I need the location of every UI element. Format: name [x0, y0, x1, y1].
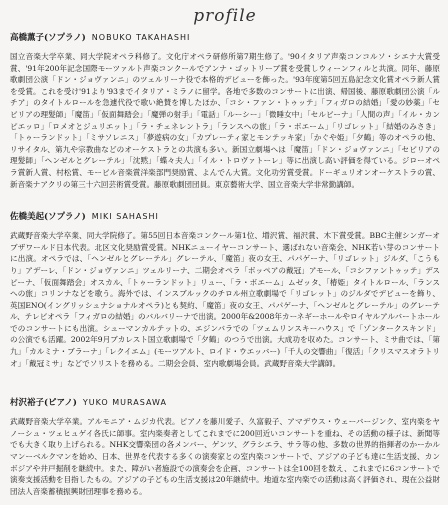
page-title: profile [193, 6, 257, 26]
section-gap [10, 190, 440, 211]
profile-name-en: YUKO MURASAWA [82, 398, 167, 408]
section-gap [10, 369, 440, 397]
profile-heading [10, 211, 440, 223]
profile-name-ja: 高橋薫子(ソプラノ) [10, 33, 86, 43]
profile-name-en: MIKI SAHASHI [91, 212, 159, 222]
profile-heading [10, 32, 440, 44]
profile-bio: 国立音楽大学卒業、同大学院オペラ科修了。文化庁オペラ研修所第7期生修了。'90イタリア声楽コンコルソ・シエナ大賞受賞、'91年200年記念国際モーツァルト声楽コンクールでアンナ・ゴットリーブ賞を受賞しウィーンフィルと共演。同年、藤原歌劇団公演「ドン・ジョヴァンニ」のツェルリーナ役で本格的デビューを飾った。'93年度第5回五島記念文化賞オペラ新人賞を受賞。これを受け'91より'93までイタリア・ミラノに留学。各地で多数のコンサートに出演、帰国後、藤原歌劇団公演「ルチア」のタイトルロールを急遽代役で歌い絶賛を博したほか、「コシ・ファン・トゥッテ」「フィガロの結婚」「愛の妙薬」「セビリアの理髪師」「魔笛」「仮面舞踏会」「魔弾の射手」「電話」「ルーシー」「微睡女中」「セルビーナ」「人間の声」「イル・カンピエッロ」「ロメオとジュリエット」「ラ・チェネレントラ」「ランスへの旅」「ラ・ボエーム」「リゴレット」「結婚のみさき」「トゥーランドット」「ミサソレニス」「夢遊病の女」「カプレーティ家とモンテッキ家」「かぐや姫」「夕鶴」等のオペラの他、リサイタル、第九や宗教曲などのオーケストラとの共演も多い。新国立劇場へは「魔笛」「ドン・ジョヴァンニ」「セビリアの理髪師」「ヘンゼルとグレーテル」「沈黙」「蝶々夫人」「イル・トロヴァトーレ」等に出演し高い評価を得ている。ジローオペラ賞新人賞、村松賞、モービル音楽賞洋楽部門奨励賞、よんでん大賞。文化功労賞受賞。ドーギュリオンオーケストラの賞、新音楽ナアクリの第三十六回芸術賞受賞。藤原歌劇団団員。東京藝術大学、国立音楽大学非常勤講師。 [10, 52, 440, 189]
profile-heading [10, 397, 440, 409]
profile-name-en: NOBUKO TAKAHASHI [91, 33, 191, 42]
profile-bio: 武蔵野音楽大学卒業、同大学院修了。第55回日本音楽コンクール第1位、増沢賞、福沢賞、木下賞受賞。BBC主催シンガーオブザワールド日本代表。北区文化奨励賞受賞。NHKニューイヤーコンサート、選ばれない音楽会、NHK若い芽のコンサートに出演。オペラでは、「ヘンゼルとグレーテル」グレーテル、「魔笛」夜の女王、パパゲーナ、「リゴレット」ジルダ、「こうもり」アデーレ、「ドン・ジョヴァンニ」ツェルリーナ、二期会オペラ「ボッペアの戴冠」アモール、「コシファントゥッテ」デスピーナ、「仮面舞踏会」オスカル、「トゥーランドット」リュー、「ラ・ボエーム」ムゼッタ、「椿姫」タイトルロール、「ランスへの旅」コリンナなどを歌う。海外では、インスブルックのチロル州立歌劇場で「リゴレット」のジルダでデビューを飾り、英国ENO(イングリッシュナショナルオペラ)とも契約、「魔笛」夜の女王、パパゲーナ、「ヘンゼルとグレーテル」のグレーテル、テレビオペラ「フィガロの結婚」のバルバリーナで出演。2000年&2008年カーネギーホールやロイヤルアルバートホールでのコンサートにも出演。シューマンカルテットの、エジンバラでの「ツェムリンスキーハウス」で「ゾンタークスキンド」の公演でも活躍。2002年9月ブカレスト国立歌劇場で「夕鶴」のつうで出演。大成功を収めた。コンサート、ミサ曲では、「第九」「カルミナ・ブラーナ」「レクイエム」(モーツアルト、ロイド・ウエッバー)「千人の交響曲」「復活」「クリスマスオラトリオ」「戴冠ミサ」などでソリストを務める。二期会会員、室内歌劇場会員。武蔵野音楽大学講師。 [10, 231, 440, 368]
profile-sahashi [10, 211, 440, 369]
profile-name-ja: 佐橋美起(ソプラノ) [10, 212, 86, 223]
profile-name-ja: 村沢裕子(ピアノ) [10, 398, 77, 409]
profile-bio: 武蔵野音楽大学卒業。アルモニア・ムジカ代表。ピアノを藤川愛子、久富毅子、アマデウス・ウェーバージンク、室内楽をヤノーシュ・ツェヒュゲイ各氏に師事。室内楽奏者としてこれまでに200回近いコンサートを重ね、その活動の様子は、新聞等でも大きく取り上げられる。NHK交響楽団の各メンバー、ゲンツ、グラシエラ、サラ等の他、多数の世界的指揮者のかーかルマンーベルクマンを始め、日本、世界を代表する多くの演奏家との室内楽コンサートで、アジアの子ども達に生活支援、カンボジアや井戸掘削を継続中。また、障がい者施設での演奏会を企画、コンサートは全100回を数え、これまでに6コンサートで演奏支援活動を目指したもの。アジアの子どもの生活支援は20年継続中。地道な室内楽での活動は高く評価され、現在公益財団法人音楽蓄積振興財団理事を務める。 [10, 417, 440, 496]
profile-murasawa [10, 397, 440, 497]
profile-takahashi [10, 32, 440, 190]
